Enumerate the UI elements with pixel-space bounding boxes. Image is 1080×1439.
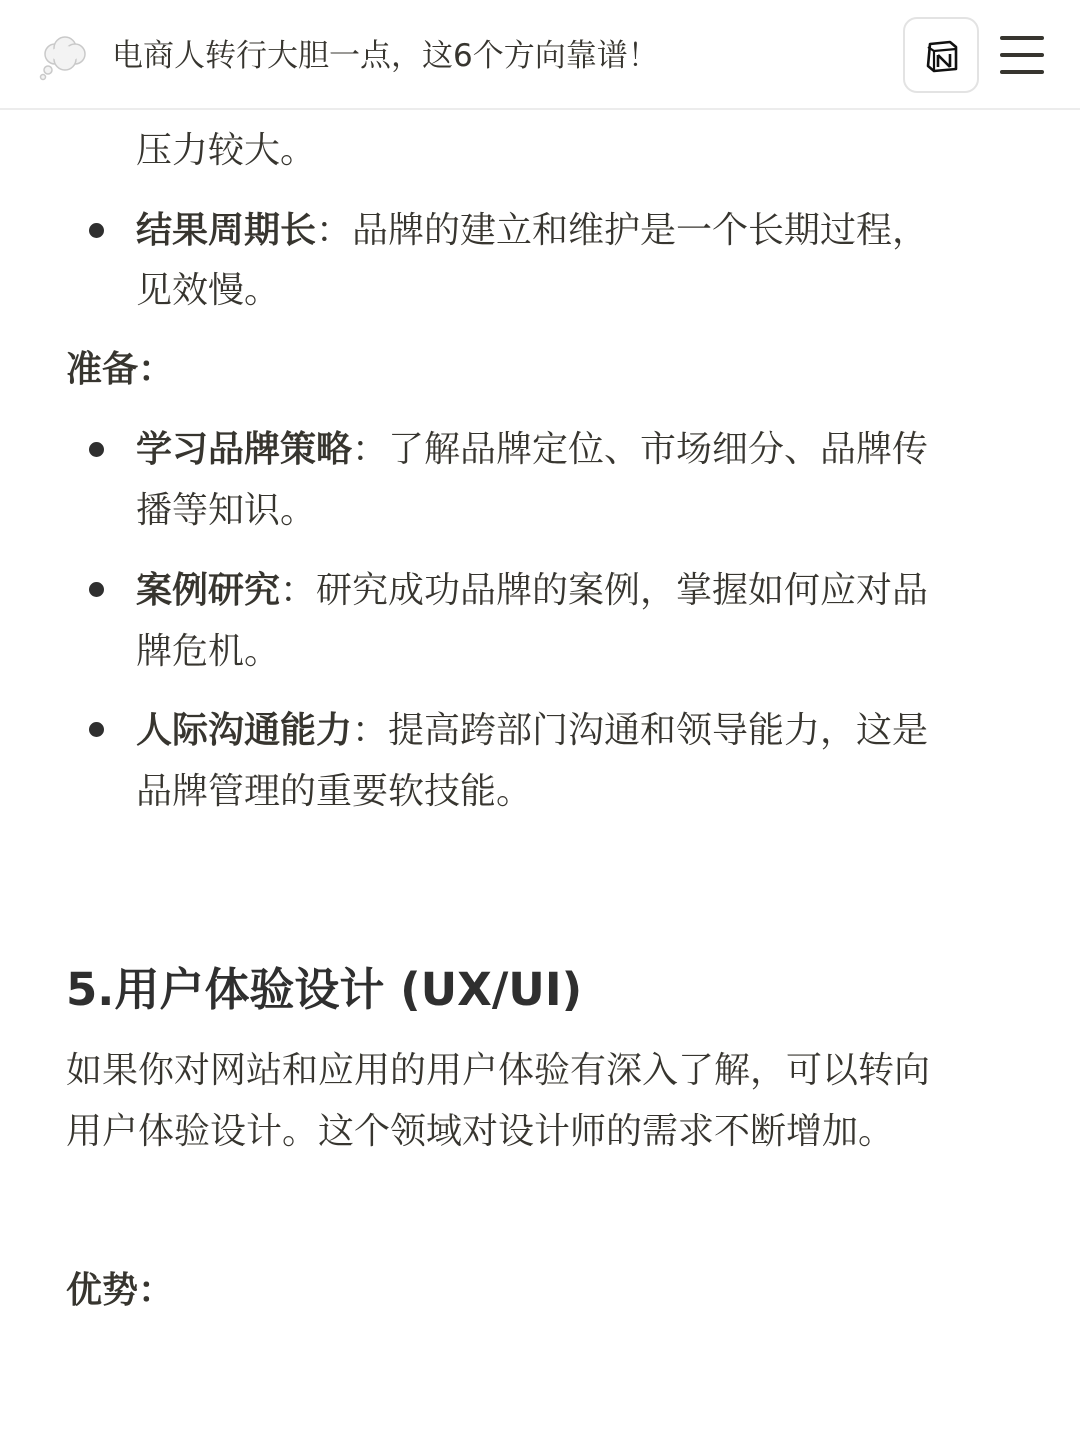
thought-bubble-icon bbox=[38, 30, 90, 82]
advantages-label: 优势： bbox=[66, 1270, 175, 1311]
notion-logo-icon bbox=[924, 38, 960, 74]
list-item-first-line bbox=[136, 201, 928, 261]
list-item-second-line: 牌危机。 bbox=[136, 631, 281, 672]
list-item-first-line bbox=[136, 420, 928, 480]
list-item-separator: ： bbox=[352, 710, 389, 751]
continued-text-line: 压力较大。 bbox=[136, 130, 317, 171]
list-item-term: 学习品牌策略 bbox=[136, 429, 353, 470]
list-item-first-line bbox=[136, 701, 928, 761]
section-heading: 5.用户体验设计 (UX/UI) bbox=[66, 963, 583, 1016]
menu-bar bbox=[1000, 70, 1044, 74]
bullet-dot bbox=[89, 722, 104, 737]
bullet-dot bbox=[89, 442, 104, 457]
list-item-term: 人际沟通能力 bbox=[136, 710, 353, 751]
menu-bar bbox=[1000, 53, 1044, 57]
top-bar bbox=[0, 0, 1080, 110]
page-title: 电商人转行大胆一点，这6个方向靠谱！ bbox=[112, 38, 659, 74]
list-item-text: 提高跨部门沟通和领导能力，这是 bbox=[388, 710, 929, 751]
list-item-separator: ： bbox=[352, 429, 389, 470]
list-item-second-line: 见效慢。 bbox=[136, 270, 281, 311]
paragraph-line: 用户体验设计。这个领域对设计师的需求不断增加。 bbox=[66, 1111, 895, 1152]
list-item-term: 案例研究 bbox=[136, 570, 281, 611]
list-item-text: 品牌的建立和维护是一个长期过程， bbox=[352, 210, 929, 251]
list-item-second-line: 品牌管理的重要软技能。 bbox=[136, 771, 533, 812]
hamburger-menu-icon[interactable] bbox=[1000, 36, 1044, 76]
list-item-text: 研究成功品牌的案例，掌握如何应对品 bbox=[316, 570, 929, 611]
bullet-dot bbox=[89, 223, 104, 238]
list-item-separator: ： bbox=[316, 210, 353, 251]
paragraph-line: 如果你对网站和应用的用户体验有深入了解，可以转向 bbox=[66, 1050, 931, 1091]
menu-bar bbox=[1000, 36, 1044, 40]
list-item-text: 了解品牌定位、市场细分、品牌传 bbox=[388, 429, 929, 470]
list-item-separator: ： bbox=[280, 570, 317, 611]
list-item-first-line bbox=[136, 561, 928, 621]
list-item-term: 结果周期长 bbox=[136, 210, 317, 251]
list-item-second-line: 播等知识。 bbox=[136, 490, 317, 531]
prep-label: 准备： bbox=[66, 349, 175, 390]
notion-button[interactable] bbox=[903, 17, 979, 93]
bullet-dot bbox=[89, 582, 104, 597]
